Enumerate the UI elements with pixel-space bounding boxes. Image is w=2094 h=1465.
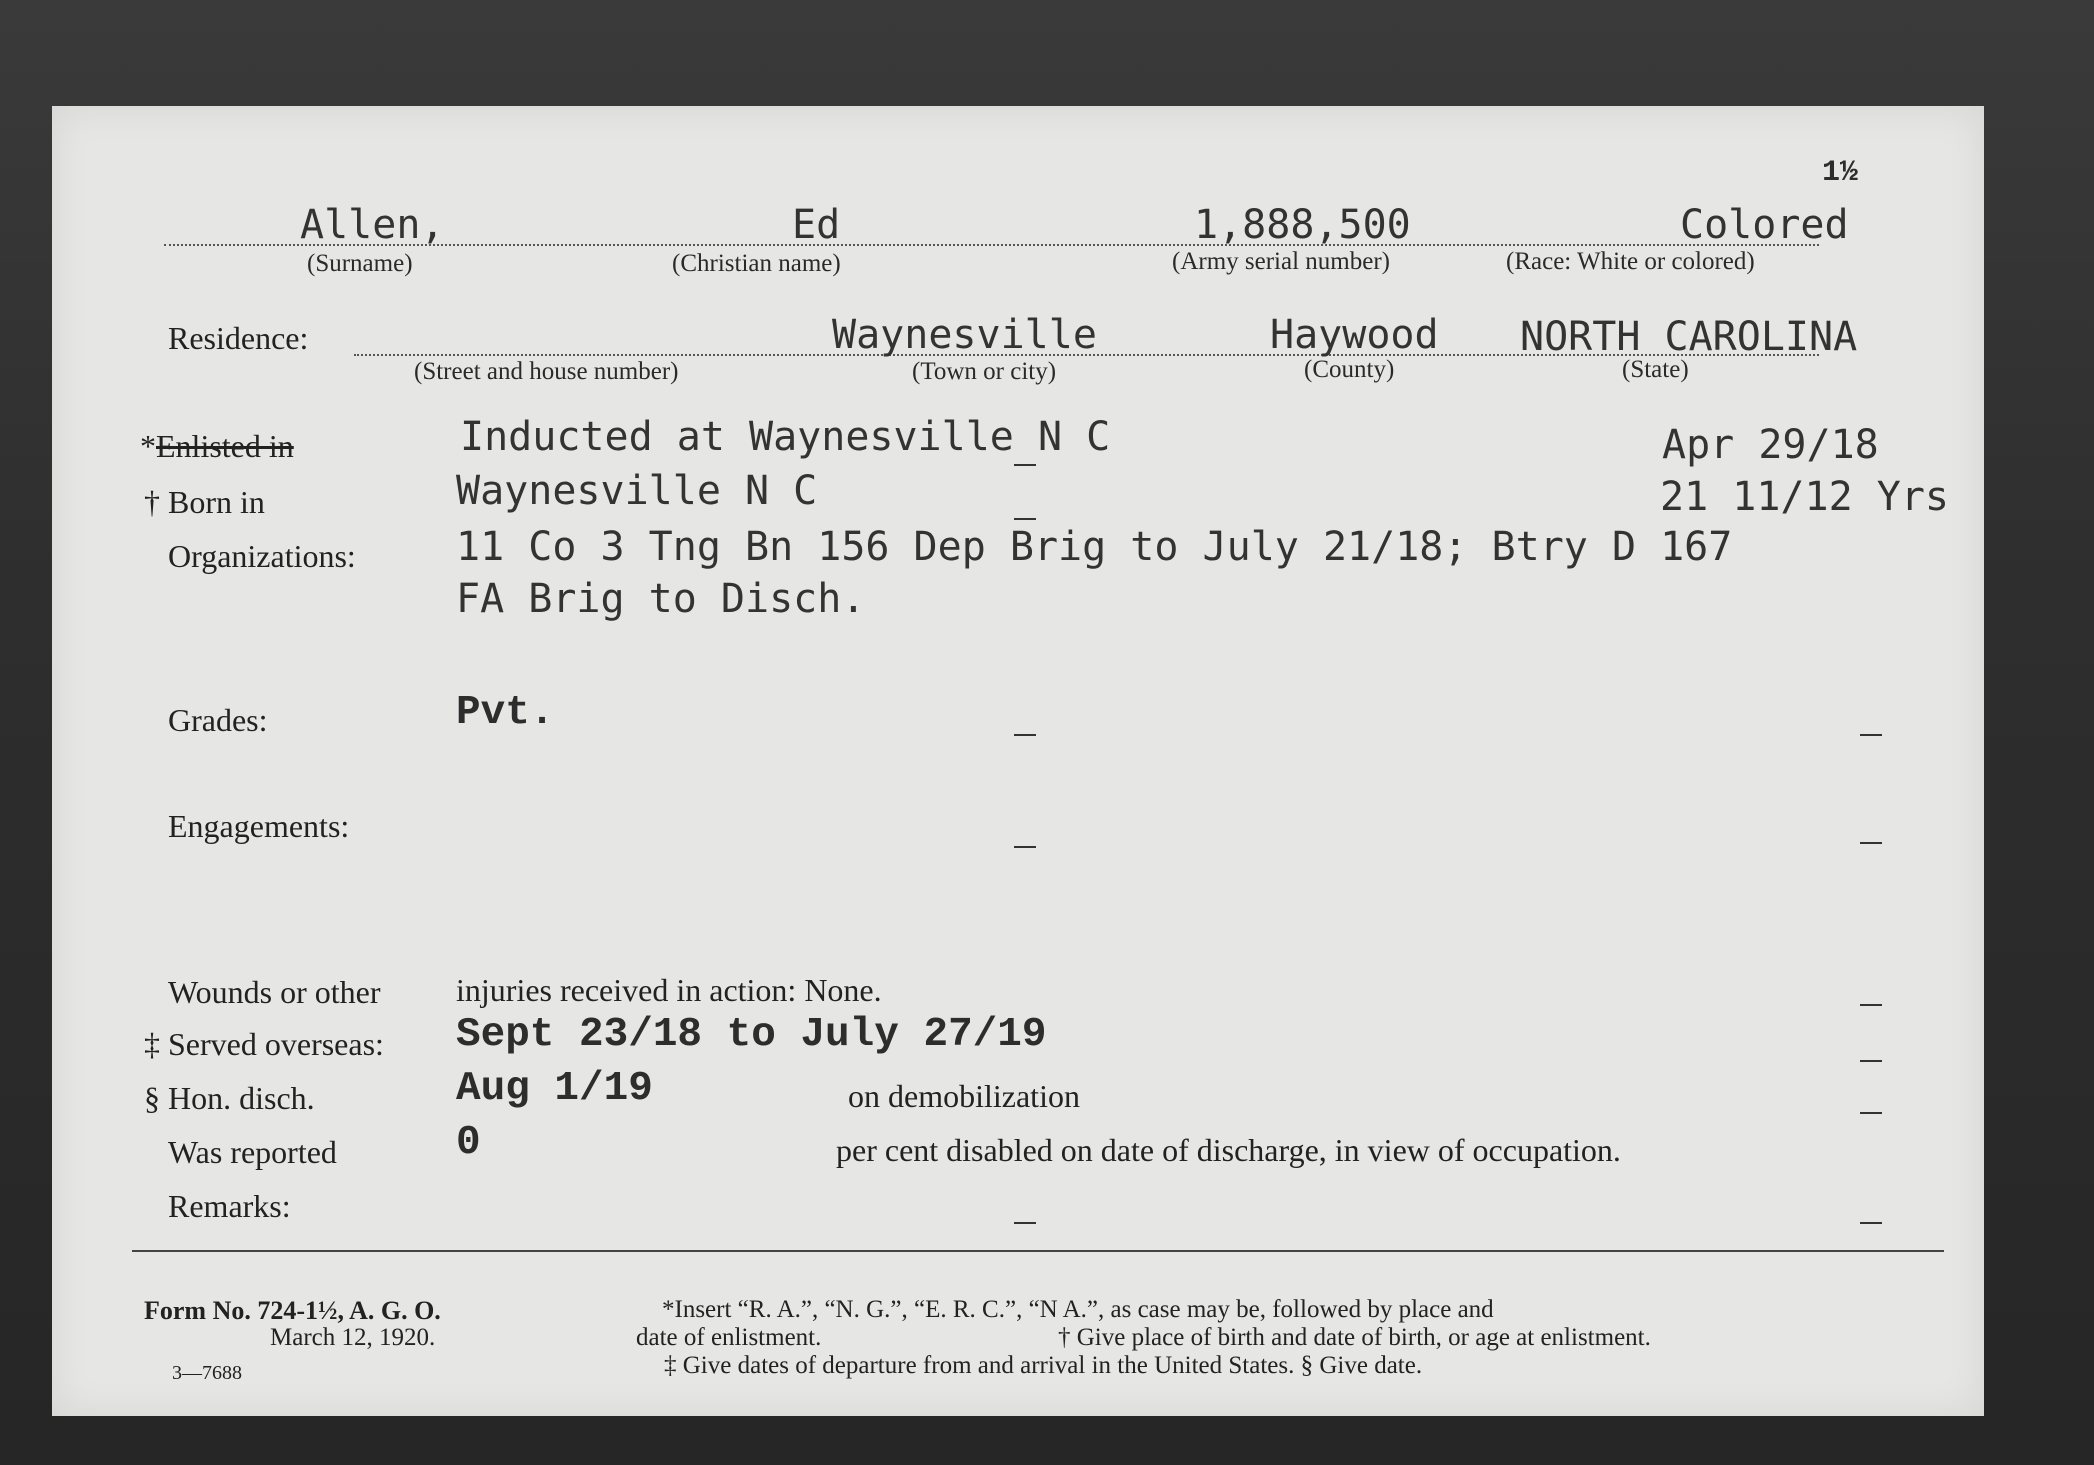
street-caption: (Street and house number) [414, 358, 679, 385]
residence-county-value: Haywood [1270, 312, 1439, 358]
footer-rule [132, 1250, 1944, 1252]
discharge-label: § Hon. disch. [144, 1080, 315, 1116]
form-date: March 12, 1920. [270, 1324, 436, 1351]
serial-number-value: 1,888,500 [1194, 202, 1411, 248]
engagements-dash-right [1860, 842, 1882, 844]
state-caption: (State) [1622, 356, 1689, 383]
service-record-card [52, 106, 1984, 1416]
enlisted-label-text: Enlisted in [156, 428, 294, 464]
born-dash [1014, 518, 1036, 520]
born-label: † Born in [144, 484, 265, 520]
reported-value: 0 [456, 1120, 481, 1166]
form-number: Form No. 724-1½, A. G. O. [144, 1296, 441, 1325]
wounds-value: injuries received in action: None. [456, 972, 882, 1008]
reported-note: per cent disabled on date of discharge, in view of occupation. [836, 1132, 1621, 1168]
discharge-value: Aug 1/19 [456, 1066, 653, 1112]
grades-dash-mid [1014, 734, 1036, 736]
overseas-dash [1860, 1060, 1882, 1062]
corner-mark: 1½ [1822, 156, 1859, 190]
enlisted-value: Inducted at Waynesville N C [460, 414, 1111, 460]
grades-dash-right [1860, 734, 1882, 736]
reported-label: Was reported [168, 1134, 337, 1170]
footer-note-line2a: date of enlistment. [636, 1324, 822, 1351]
grades-label: Grades: [168, 702, 268, 738]
grades-value: Pvt. [456, 690, 555, 736]
christian-name-value: Ed [792, 202, 841, 248]
wounds-label: Wounds or other [168, 974, 381, 1010]
engagements-dash-mid [1014, 846, 1036, 848]
residence-town-value: Waynesville [832, 312, 1097, 358]
town-caption: (Town or city) [912, 358, 1057, 385]
race-caption: (Race: White or colored) [1506, 248, 1755, 275]
enlisted-label [140, 428, 294, 465]
county-caption: (County) [1304, 356, 1395, 383]
enlisted-dash [1014, 464, 1036, 466]
surname-value: Allen, [300, 202, 445, 248]
discharge-note: on demobilization [848, 1078, 1080, 1114]
enlisted-date: Apr 29/18 [1662, 422, 1879, 468]
print-code: 3—7688 [172, 1362, 242, 1384]
residence-state-value: NORTH CAROLINA [1520, 314, 1858, 360]
remarks-dash-mid [1014, 1222, 1036, 1224]
wounds-dash [1860, 1004, 1882, 1006]
organizations-label: Organizations: [168, 538, 356, 574]
overseas-value: Sept 23/18 to July 27/19 [456, 1012, 1047, 1058]
christian-name-caption: (Christian name) [672, 250, 841, 277]
overseas-label: ‡ Served overseas: [144, 1026, 384, 1062]
enlisted-label-mark: * [140, 428, 156, 464]
organizations-line2: FA Brig to Disch. [456, 576, 866, 622]
engagements-label: Engagements: [168, 808, 350, 844]
remarks-dash-right [1860, 1222, 1882, 1224]
born-value: Waynesville N C [456, 468, 818, 514]
footer-note-line2b: † Give place of birth and date of birth, or age at enlistment. [1058, 1324, 1651, 1351]
footer-note-line3: ‡ Give dates of departure from and arrival in the United States. § Give date. [664, 1352, 1423, 1379]
surname-caption: (Surname) [307, 250, 413, 277]
discharge-dash [1860, 1112, 1882, 1114]
organizations-line1: 11 Co 3 Tng Bn 156 Dep Brig to July 21/18; Btry D 167 [456, 524, 1733, 570]
footer-note-line1: *Insert “R. A.”, “N. G.”, “E. R. C.”, “N A.”, as case may be, followed by place and [662, 1296, 1494, 1323]
serial-number-caption: (Army serial number) [1172, 248, 1390, 275]
race-value: Colored [1680, 202, 1849, 248]
remarks-label: Remarks: [168, 1188, 291, 1224]
born-age: 21 11/12 Yrs [1660, 474, 1949, 520]
residence-label: Residence: [168, 320, 309, 356]
